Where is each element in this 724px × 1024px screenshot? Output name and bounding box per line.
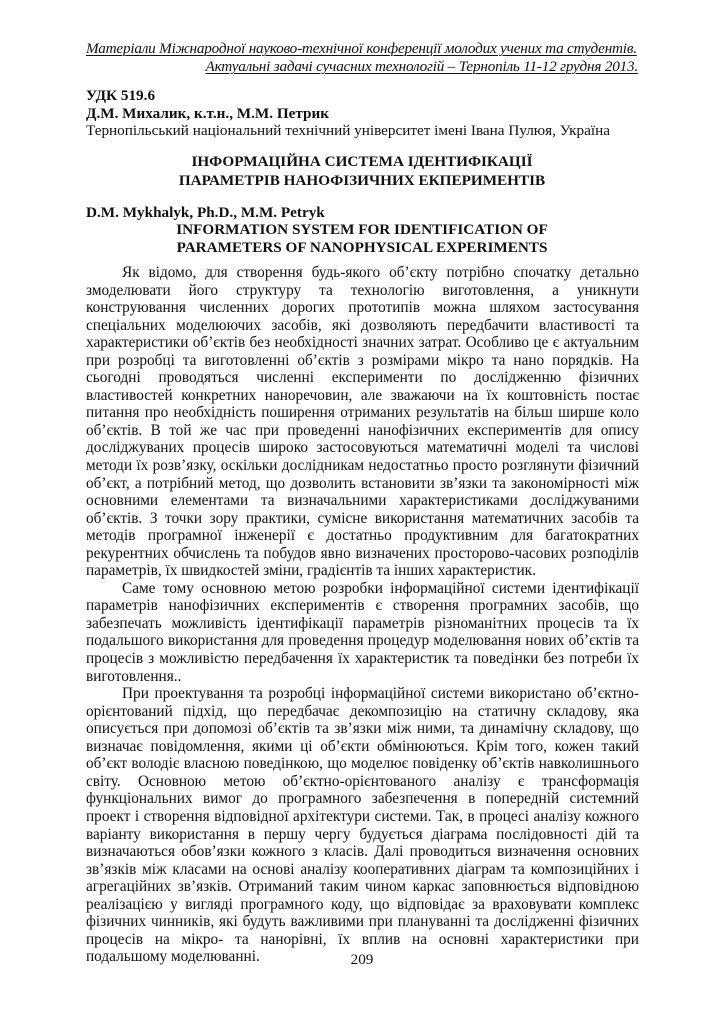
authors-english: D.M. Mykhalyk, Ph.D., M.M. Petryk <box>86 204 325 221</box>
conference-subtitle-line: Актуальні задачі сучасних технологій – Тернопіль 11-12 грудня 2013. <box>205 58 638 75</box>
body-paragraph-3: При проектування та розробці інформаційної системи використано об’єктно-орієнтований підхід, що передбачає декомпозицію на статичну складову, яка описується при допомозі об’єктів та зв’язки між ними, та динамічну складову, що визначає повідомлення, якими ці об’єкти обмінюються. Крім того, кожен такий об’єкт володіє власною поведінкою, що моделює повіденку об’єктів навколишнього світу. Основною метою об’єктно-орієнтованого аналізу є трансформація функціональних вимог до програмного забезпечення в попередній системний проект і створення відповідної архітектури системи. Так, в процесі аналізу кожного варіанту використання в першу чергу будується діаграма послідовності дій та визначаються обов’язки кожного з класів. Далі проводиться визначення основних зв’язків між класами на основі аналізу кооперативних діаграм та композиційних і агрегаційних зв’язків. Отриманий таким чином каркас заповнюється відповідною реалізацією у вигляді програмного коду, що відповідає за враховувати комплекс фізичних чинників, які будуть важливими при плануванні та дослідженні фізичних процесів на мікро- та нанорівні, їх вплив на основні характеристики при подальшому моделюванні. <box>86 685 639 966</box>
udk-code: УДК 519.6 <box>86 87 156 104</box>
conference-title-line: Матеріали Міжнародної науково-технічної конференції молодих учених та студентів. <box>86 40 637 57</box>
article-meta <box>86 87 646 140</box>
article-body <box>86 264 639 966</box>
title-ua-line-1: ІНФОРМАЦІЙНА СИСТЕМА ІДЕНТИФІКАЦІЇ <box>191 153 533 170</box>
article-title-english <box>86 221 638 256</box>
body-paragraph-1: Як відомо, для створення будь-якого об’єкту потрібно спочатку детально змоделювати його структуру та технологію виготовлення, а уникнути конструювання численних дорогих прототипів можна шляхом застосування спеціальних моделюючих засобів, які дозволяють передбачити властивості та характеристики об’єктів без необхідності значних затрат. Особливо це є актуальним при розробці та виготовленні об’єктів з розмірами мікро та нано порядків. На сьогодні проводяться численні експерименти по дослідженню фізичних властивостей конкретних наноречовин, але зважаючи на їх коштовність постає питання про необхідність поширення отриманих результатів на більш ширше коло об’єктів. В той же час при проведенні нанофізичних експериментів для опису досліджуваних процесів широко застосовуються математичні моделі та числові методи їх розв’язку, оскільки дослідникам недостатньо просто розглянути фізичний об’єкт, а потрібний метод, що дозволить встановити зв’язки та закономірності між основними елементами та визначальними характеристиками досліджуваними об’єктів. З точки зору практики, сумісне використання математичних засобів та методів програмної інженерії є достатньо продуктивним для багатократних рекурентних обчислень та побудов явно визначених просторово-часових розподілів параметрів, їх швидкостей зміни, градієнтів та інших характеристик. <box>86 264 639 580</box>
page-number: 209 <box>350 951 374 968</box>
title-en-line-1: INFORMATION SYSTEM FOR IDENTIFICATION OF <box>176 221 548 238</box>
authors-ukrainian: Д.М. Михалик, к.т.н., М.М. Петрик <box>86 104 330 122</box>
body-paragraph-2: Саме тому основною метою розробки інформаційної системи ідентифікації параметрів нанофізичних експериментів є створення програмних засобів, що забезпечать можливість ідентифікації параметрів різноманітних процесів та їх подальшого використання для проведення процедур моделювання нових об’єктів та процесів з можливістю передбачення їх характеристик та поведінки без потреби їх виготовлення.. <box>86 579 639 685</box>
affiliation: Тернопільський національний технічний університет імені Івана Пулюя, Україна <box>86 122 610 139</box>
running-header <box>86 40 638 76</box>
title-ua-line-2: ПАРАМЕТРІВ НАНОФІЗИЧНИХ ЕКПЕРИМЕНТІВ <box>178 172 546 189</box>
article-title-ukrainian <box>86 152 638 190</box>
title-en-line-2: PARAMETERS OF NANOPHYSICAL EXPERIMENTS <box>176 238 548 256</box>
